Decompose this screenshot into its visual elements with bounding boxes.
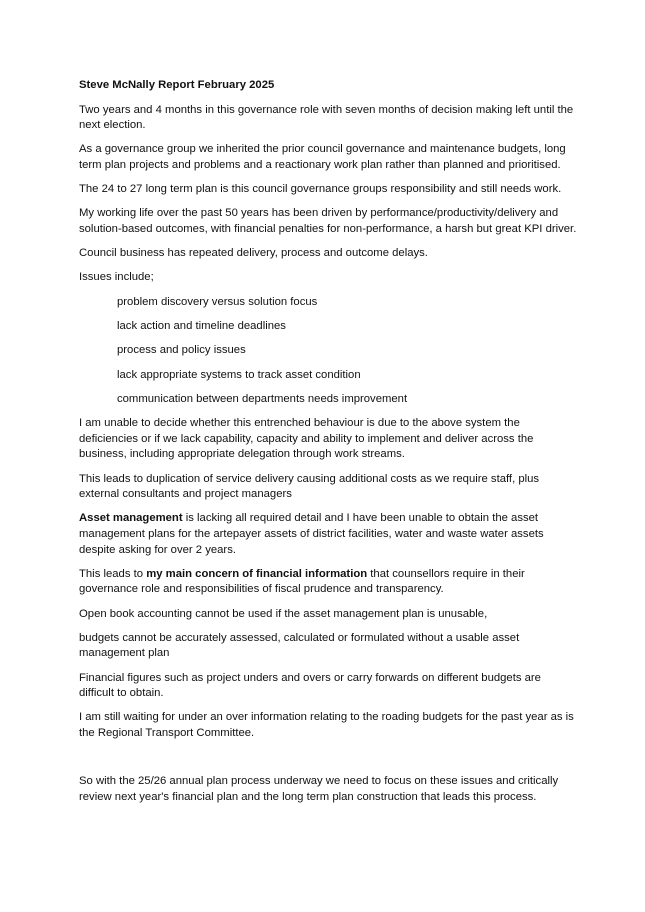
list-item: communication between departments needs improvement	[117, 393, 408, 406]
financial-concern-bold: my main concern of financial information	[146, 567, 368, 580]
paragraph-capability: I am unable to decide whether this entrenched behaviour is due to the above system the deficiencies or if we lack capability, capacity and ability to implement and deliver across the business, including appropriate delegation through work streams.	[79, 417, 534, 461]
list-item: lack appropriate systems to track asset condition	[117, 368, 361, 381]
paragraph-duplication: This leads to duplication of service delivery causing additional costs as we require staff, plus external consultants and project managers	[79, 472, 540, 501]
paragraph-financial-figures: Financial figures such as project unders and overs or carry forwards on different budgets are difficult to obtain.	[79, 671, 541, 700]
report-title: Steve McNally Report February 2025	[79, 79, 275, 91]
paragraph-tenure: Two years and 4 months in this governance role with seven months of decision making left until the next election.	[79, 103, 574, 132]
paragraph-long-term-plan: The 24 to 27 long term plan is this council governance groups responsibility and still needs work.	[79, 183, 562, 196]
list-item: lack action and timeline deadlines	[117, 319, 286, 332]
paragraph-financial-information	[79, 567, 579, 598]
paragraph-asset-management	[79, 511, 579, 558]
issues-intro: Issues include;	[79, 271, 154, 284]
issues-list	[79, 295, 579, 408]
list-item: process and policy issues	[117, 344, 246, 357]
financial-rest-text: that counsellors require in their governance role and responsibilities of fiscal prudence and transparency.	[79, 567, 525, 596]
paragraph-working-life: My working life over the past 50 years has been driven by performance/productivity/delivery and solution-based outcomes, with financial penalties for non-performance, a harsh but great KPI driver.	[79, 207, 577, 235]
document-page	[79, 78, 579, 814]
paragraph-budgets: budgets cannot be accurately assessed, calculated or formulated without a usable asset management plan	[79, 631, 520, 660]
list-item: problem discovery versus solution focus	[117, 295, 318, 308]
paragraph-inherited: As a governance group we inherited the prior council governance and maintenance budgets, long term plan projects and problems and a reactionary work plan rather than planned and prioritised.	[79, 143, 566, 171]
asset-management-text: is lacking all required detail and I have been unable to obtain the asset management plans for the artepayer assets of district facilities, water and waste water assets despite asking for over 2 years.	[79, 512, 544, 556]
paragraph-open-book: Open book accounting cannot be used if the asset management plan is unusable,	[79, 607, 488, 620]
financial-lead-text: This leads to	[79, 567, 147, 580]
paragraph-annual-plan: So with the 25/26 annual plan process underway we need to focus on these issues and critically review next year's financial plan and the long term plan construction that leads this process.	[79, 775, 559, 803]
paragraph-delays: Council business has repeated delivery, process and outcome delays.	[79, 247, 428, 260]
spacer	[79, 750, 579, 774]
paragraph-roading: I am still waiting for under an over information relating to the roading budgets for the past year as is the Regional Transport Committee.	[79, 711, 574, 739]
asset-management-heading: Asset management	[79, 512, 183, 525]
